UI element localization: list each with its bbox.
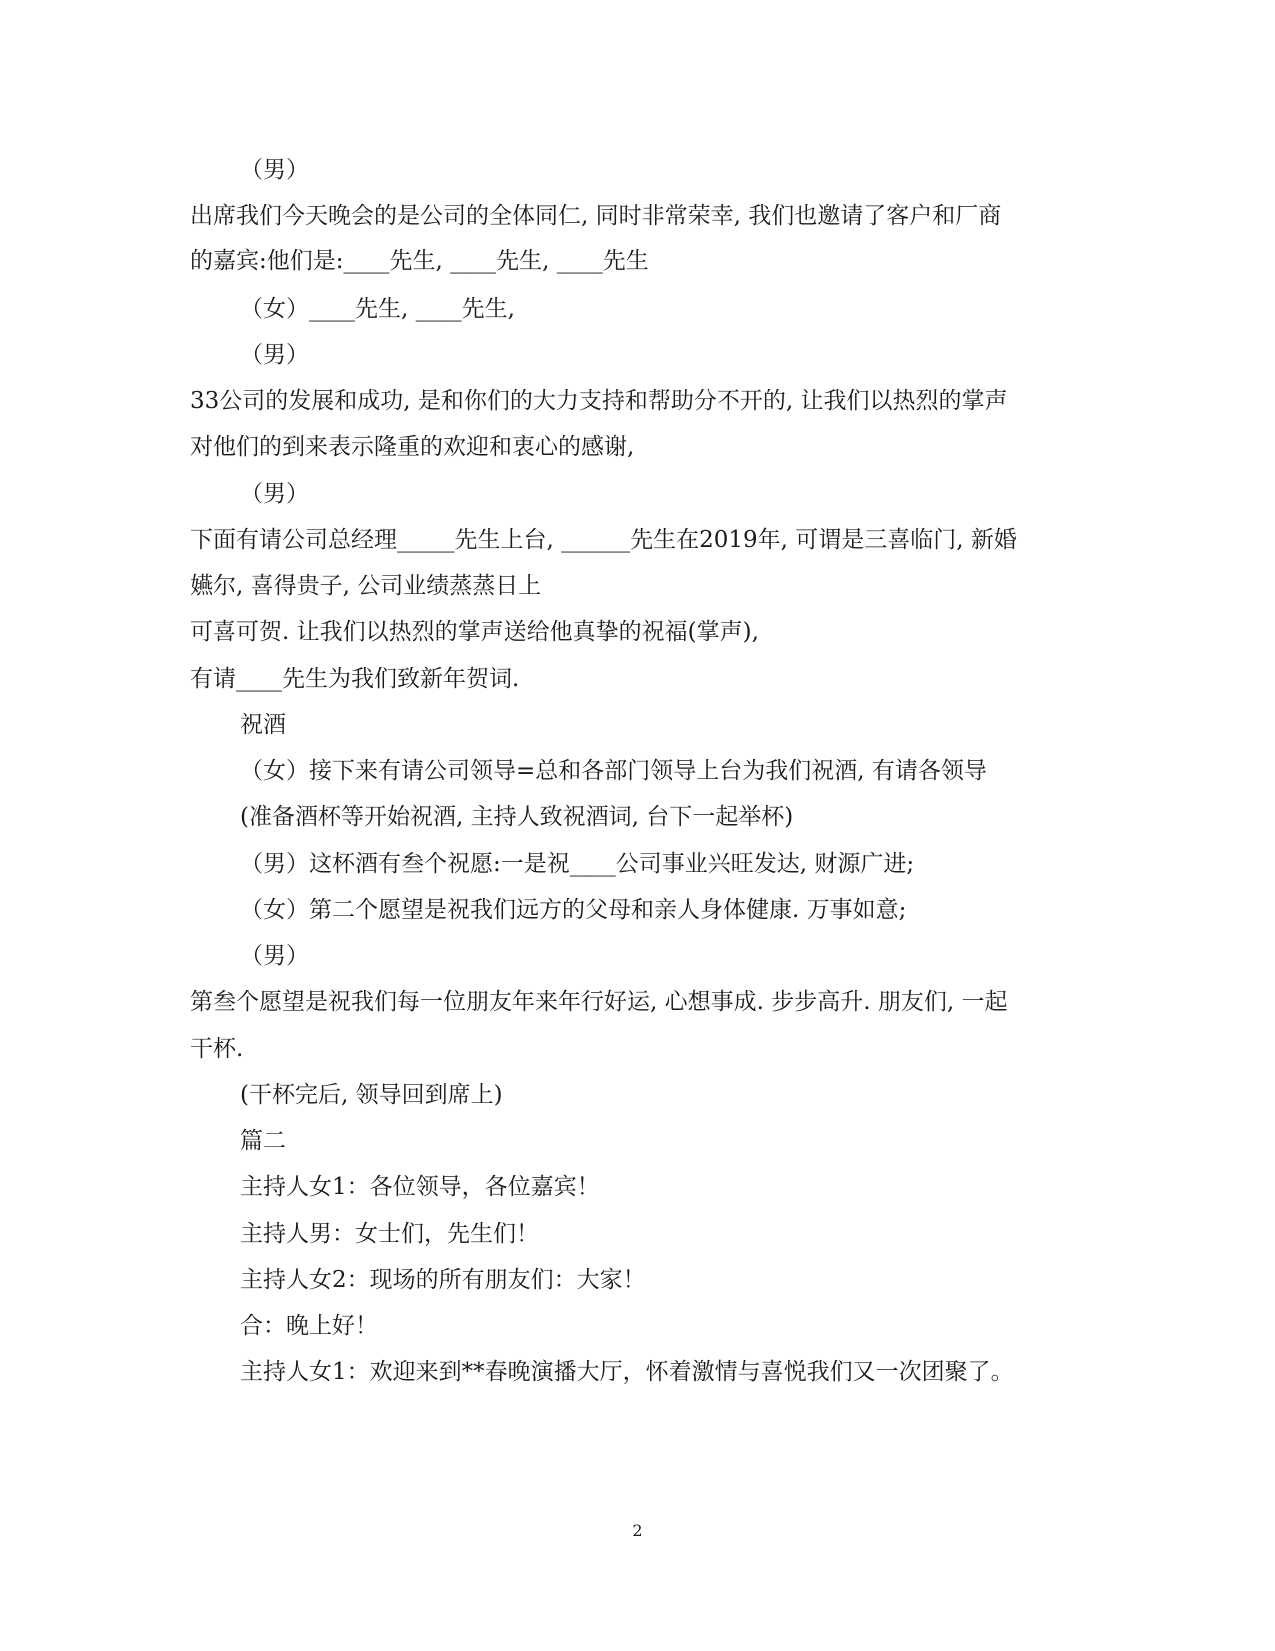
host-line: 主持人女1：欢迎来到**春晚演播大厅，怀着激情与喜悦我们又一次团聚了。 [240, 1359, 1014, 1385]
page-number: 2 [632, 1521, 643, 1540]
paragraph-line: 的嘉宾:他们是:____先生, ____先生, ____先生 [190, 248, 649, 274]
paragraph-line: 有请____先生为我们致新年贺词. [190, 666, 520, 692]
section-heading-toast: 祝酒 [240, 712, 286, 738]
speaker-line-male: （男）这杯酒有叁个祝愿:一是祝____公司事业兴旺发达, 财源广进; [240, 851, 915, 877]
stage-direction: (干杯完后, 领导回到席上) [240, 1082, 503, 1108]
speaker-line-female: （女）____先生, ____先生, [240, 296, 515, 322]
paragraph-line: 干杯. [190, 1036, 244, 1062]
paragraph-line: 可喜可贺. 让我们以热烈的掌声送给他真挚的祝福(掌声), [190, 619, 759, 645]
paragraph-line: 嬿尔, 喜得贵子, 公司业绩蒸蒸日上 [190, 573, 542, 599]
host-line: 主持人女1：各位领导，各位嘉宾！ [240, 1174, 600, 1200]
host-line: 主持人女2：现场的所有朋友们：大家！ [240, 1267, 646, 1293]
paragraph-line: 第叁个愿望是祝我们每一位朋友年来年行好运, 心想事成. 步步高升. 朋友们, 一起 [190, 989, 1008, 1015]
speaker-line-female: （女）第二个愿望是祝我们远方的父母和亲人身体健康. 万事如意; [240, 897, 907, 923]
speaker-line-male: （男） [240, 157, 309, 183]
speaker-line-male: （男） [240, 342, 309, 368]
paragraph-line: 33公司的发展和成功, 是和你们的大力支持和帮助分不开的, 让我们以热烈的掌声 [190, 388, 1008, 414]
host-line: 主持人男：女士们，先生们！ [240, 1221, 539, 1247]
host-line: 合：晚上好！ [240, 1313, 378, 1339]
speaker-line-female: （女）接下来有请公司领导=总和各部门领导上台为我们祝酒, 有请各领导 [240, 758, 987, 784]
paragraph-line: 出席我们今天晚会的是公司的全体同仁, 同时非常荣幸, 我们也邀请了客户和厂商 [190, 203, 1002, 229]
stage-direction: (准备酒杯等开始祝酒, 主持人致祝酒词, 台下一起举杯) [240, 804, 794, 830]
paragraph-line: 下面有请公司总经理_____先生上台, ______先生在2019年, 可谓是三喜临门, 新婚 [190, 527, 1017, 553]
paragraph-line: 对他们的到来表示隆重的欢迎和衷心的感谢, [190, 434, 635, 460]
section-heading-part-two: 篇二 [240, 1128, 286, 1154]
speaker-line-male: （男） [240, 943, 309, 969]
speaker-line-male: （男） [240, 481, 309, 507]
